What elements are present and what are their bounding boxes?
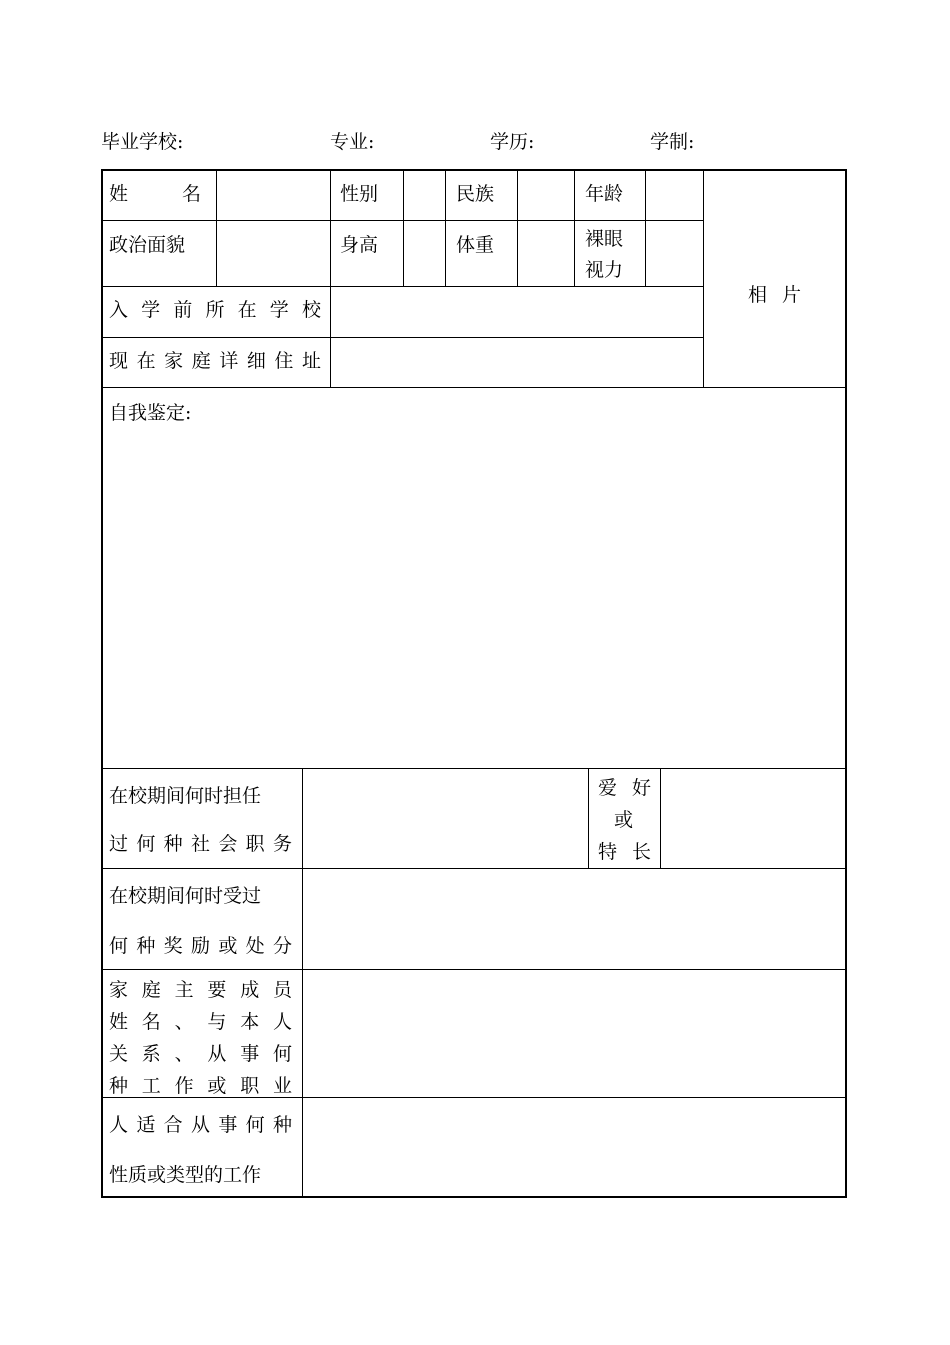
row-line-6 [102, 868, 847, 869]
age-label: 年龄 [585, 183, 624, 205]
family-label-line1: 家 庭 主 要 成 员 [109, 979, 292, 1001]
positions-label-line2: 过 何 种 社 会 职 务 [109, 833, 292, 855]
row-line-5 [102, 768, 847, 769]
duration-label: 学制: [650, 131, 695, 153]
row-line-8 [102, 1097, 847, 1098]
degree-label: 学历: [490, 131, 535, 153]
address-label: 现 在 家 庭 详 细 住 址 [109, 350, 321, 372]
col-line [330, 170, 331, 388]
hobby-label-line3: 特 长 [598, 841, 651, 863]
suitable-label-line2: 性质或类型的工作 [109, 1164, 262, 1186]
gender-label: 性别 [340, 183, 379, 205]
weight-label: 体重 [456, 234, 495, 256]
col-line [403, 170, 404, 286]
school-label: 毕业学校: [101, 131, 184, 153]
photo-label: 相 片 [748, 284, 801, 306]
positions-label-line1: 在校期间何时担任 [109, 785, 262, 807]
hobby-label-line1: 爱 好 [598, 777, 651, 799]
awards-label-line1: 在校期间何时受过 [109, 885, 262, 907]
col-line [588, 768, 589, 868]
row-line-2 [102, 286, 703, 287]
col-line [660, 768, 661, 868]
col-line [517, 170, 518, 286]
family-label-line2: 姓 名 、 与 本 人 [109, 1011, 292, 1033]
family-label-line4: 种 工 作 或 职 业 [109, 1075, 292, 1097]
col-line [302, 768, 303, 1197]
col-line [445, 170, 446, 286]
col-line [703, 170, 704, 388]
prev-school-label: 入 学 前 所 在 学 校 [109, 299, 321, 321]
political-label: 政治面貌 [109, 234, 186, 256]
major-label: 专业: [330, 131, 375, 153]
col-line [574, 170, 575, 286]
family-label-line3: 关 系 、 从 事 何 [109, 1043, 292, 1065]
suitable-label-line1: 人 适 合 从 事 何 种 [109, 1114, 292, 1136]
awards-label-line2: 何 种 奖 励 或 处 分 [109, 935, 292, 957]
col-line [216, 170, 217, 286]
vision-label-line2: 视力 [585, 259, 624, 281]
hobby-label-line2: 或 [614, 809, 634, 831]
self-eval-label: 自我鉴定: [109, 402, 192, 424]
row-line-4 [102, 387, 847, 388]
vision-label-line1: 裸眼 [585, 228, 624, 250]
col-line [645, 170, 646, 286]
row-line-3 [102, 337, 703, 338]
name-label: 姓 名 [109, 183, 201, 205]
row-line-7 [102, 969, 847, 970]
ethnicity-label: 民族 [456, 183, 495, 205]
height-label: 身高 [340, 234, 379, 256]
